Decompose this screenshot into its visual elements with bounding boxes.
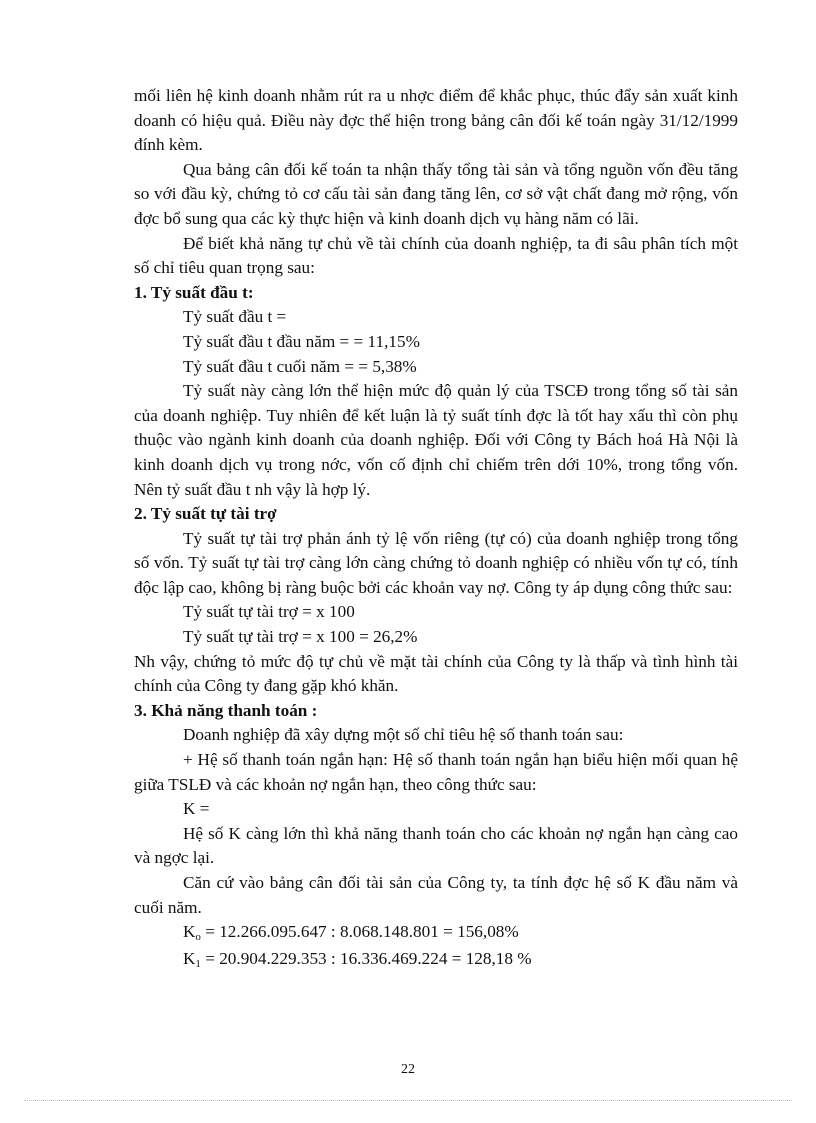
heading-self-financing-ratio: 2. Tỷ suất tự tài trợ <box>134 504 277 524</box>
paragraph-intro-continued: mối liên hệ kinh doanh nhằm rút ra u nhợc điểm để khắc phục, thúc đẩy sản xuất kinh doanh có hiệu quả. Điều này đợc thể hiện trong bảng cân đối kế toán ngày 31/12/1999 đính kèm. <box>134 86 738 155</box>
formula-self-financing-result: Tỷ suất tự tài trợ = x 100 = 26,2% <box>183 627 418 647</box>
k0-subscript: o <box>195 931 201 944</box>
k1-value: = 20.904.229.353 : 16.336.469.224 = 128,18 % <box>200 948 532 968</box>
heading-investment-ratio: 1. Tỷ suất đầu t: <box>134 282 254 302</box>
k0-value: = 12.266.095.647 : 8.068.148.801 = 156,08% <box>200 922 519 942</box>
paragraph-k-calculation: Căn cứ vào bảng cân đối tài sản của Công ty, ta tính đợc hệ số K đầu năm và cuối năm. <box>134 873 738 917</box>
page-number: 22 <box>401 1062 415 1077</box>
paragraph-financial-autonomy: Để biết khả năng tự chủ về tài chính của doanh nghiệp, ta đi sâu phân tích một số chỉ tiêu quan trọng sau: <box>134 233 738 278</box>
formula-investment-ratio: Tỷ suất đầu t = <box>183 307 287 327</box>
paragraph-balance-sheet-analysis: Qua bảng cân đối kế toán ta nhận thấy tổng tài sản và tổng nguồn vốn đều tăng so với đầu kỳ, chứng tỏ cơ cấu tài sản đang tăng lên, cơ sở vật chất đang mở rộng, vốn đợc bổ sung qua các kỳ thực hiện và kinh doanh dịch vụ hàng năm có lãi. <box>134 159 738 228</box>
formula-investment-ratio-start: Tỷ suất đầu t đầu năm = = 11,15% <box>183 331 420 351</box>
document-page <box>134 84 738 973</box>
paragraph-k-meaning: Hệ số K càng lớn thì khả năng thanh toán cho các khoản nợ ngắn hạn càng cao và ngợc lại. <box>134 823 738 868</box>
k1-symbol: K <box>183 948 196 968</box>
paragraph-self-financing-conclusion: Nh vậy, chứng tỏ mức độ tự chủ về mặt tài chính của Công ty là thấp và tình hình tài chính của Công ty đang gặp khó khăn. <box>134 651 738 696</box>
paragraph-investment-ratio-explanation: Tỷ suất này càng lớn thể hiện mức độ quản lý của TSCĐ trong tổng số tài sản của doanh nghiệp. Tuy nhiên để kết luận là tỷ suất tính đợc là tốt hay xấu thì còn phụ thuộc vào ngành kinh doanh của doanh nghiệp. Đối với Công ty Bách hoá Hà Nội là kinh doanh dịch vụ trong nớc, vốn cố định chỉ chiếm trên dới 10%, trong tổng vốn. Nên tỷ suất đầu t nh vậy là hợp lý. <box>134 381 738 499</box>
footer-divider <box>24 1100 792 1101</box>
k0-symbol: K <box>183 922 196 942</box>
formula-k: K = <box>183 799 210 819</box>
paragraph-solvency-intro: Doanh nghiệp đã xây dựng một số chỉ tiêu hệ số thanh toán sau: <box>183 725 624 745</box>
heading-solvency: 3. Khả năng thanh toán : <box>134 700 318 720</box>
paragraph-short-term-ratio: + Hệ số thanh toán ngắn hạn: Hệ số thanh toán ngắn hạn biểu hiện mối quan hệ giữa TSLĐ và các khoản nợ ngắn hạn, theo công thức sau: <box>134 750 738 794</box>
paragraph-self-financing-explanation: Tỷ suất tự tài trợ phản ánh tỷ lệ vốn riêng (tự có) của doanh nghiệp trong tổng số vốn. Tỷ suất tự tài trợ càng lớn càng chứng tỏ doanh nghiệp có nhiều vốn tự có, tính độc lập cao, không bị ràng buộc bởi các khoản vay nợ. Công ty áp dụng công thức sau: <box>134 528 738 597</box>
formula-investment-ratio-end: Tỷ suất đầu t cuối năm = = 5,38% <box>183 356 417 376</box>
formula-k0 <box>134 920 738 947</box>
k1-subscript: 1 <box>195 957 201 970</box>
formula-self-financing: Tỷ suất tự tài trợ = x 100 <box>183 602 355 622</box>
formula-k1 <box>134 947 738 974</box>
